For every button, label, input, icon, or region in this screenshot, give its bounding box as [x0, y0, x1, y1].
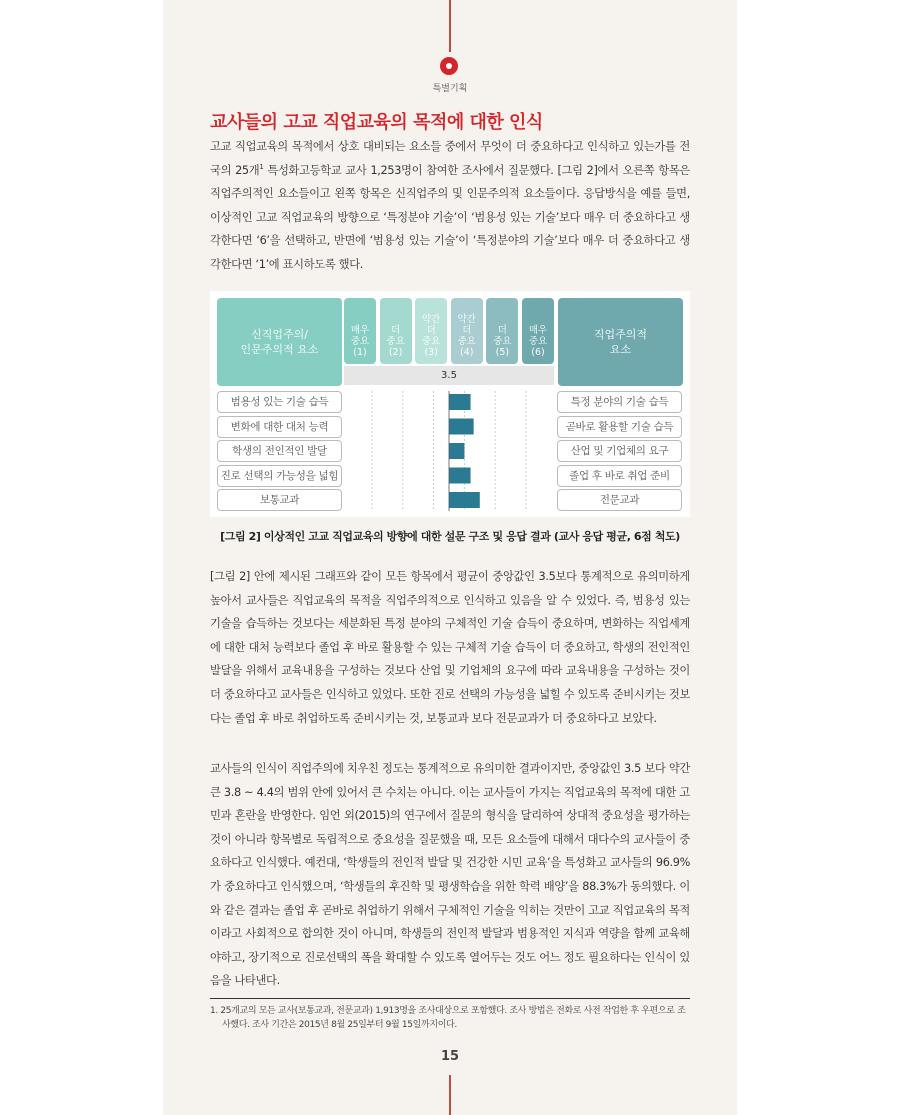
section-label: 특별기획 — [432, 84, 468, 94]
bottom-rule — [449, 1075, 451, 1115]
scale-option-1: 매우 중요 (1) — [344, 298, 376, 364]
paragraph-1 — [210, 135, 690, 277]
bar-2 — [449, 419, 474, 435]
top-rule — [449, 0, 451, 52]
section-marker-icon — [440, 57, 458, 75]
footnote: 1. 25개교의 모든 교사(보통교과, 전문교과) 1,913명을 조사대상으로 포함했다. 조사 방법은 전화로 사전 작업한 후 우편으로 조사했다. 조사 기간은 2015년 8월 25일부터 9월 15일까지이다. — [210, 1006, 686, 1030]
scale-option-5: 더 중요 (5) — [486, 298, 518, 364]
page-number: 15 — [440, 1049, 460, 1064]
scale-option-6: 매우 중요 (6) — [522, 298, 554, 364]
footnote-ref[interactable]: 1 — [259, 162, 264, 171]
midpoint-label: 3.5 — [344, 366, 554, 385]
right-item-1: 특정 분야의 기술 습득 — [557, 391, 682, 413]
scale-option-2: 더 중요 (2) — [380, 298, 412, 364]
paragraph-1-b: 특성화고등학교 교사 1,253명이 참여한 조사에서 질문했다. [그림 2]에서 오른쪽 항목은 직업주의적인 요소들이고 왼쪽 항목은 신직업주의 및 인문주의적 요소들이다. 응답방식을 예를 들면, 이상적인 고교 직업교육의 방향으로 ‘특정분야 기술’이 ‘범용성 있는 기술’보다 매우 더 중요하다고 생각한다면 ‘6’을 선택하고, 반면에 ‘범용성 있는 기술’이 ‘특정분야의 기술’보다 매우 더 중요하다고 생각한다면 ‘1’에 표시하도록 했다. — [210, 163, 690, 271]
left-item-1: 범용성 있는 기술 습득 — [217, 391, 342, 413]
left-item-5: 보통교과 — [217, 489, 342, 511]
right-item-5: 전문교과 — [557, 489, 682, 511]
right-item-2: 곧바로 활용할 기술 습득 — [557, 416, 682, 438]
right-item-4: 졸업 후 바로 취업 준비 — [557, 465, 682, 487]
paragraph-1-a: 고교 직업교육의 목적에서 상호 대비되는 요소들 중에서 무엇이 더 중요하다고 인식하고 있는가를 전국의 25개 — [210, 140, 690, 177]
bar-5 — [449, 492, 480, 508]
bar-4 — [449, 468, 471, 484]
right-item-3: 산업 및 기업체의 요구 — [557, 440, 682, 462]
left-item-3: 학생의 전인적인 발달 — [217, 440, 342, 462]
scale-option-3: 약간 더 중요 (3) — [415, 298, 447, 364]
right-header: 직업주의적 요소 — [558, 298, 683, 386]
bar-3 — [449, 443, 464, 459]
figure-2 — [210, 291, 690, 517]
figure-caption: [그림 2] 이상적인 고교 직업교육의 방향에 대한 설문 구조 및 응답 결과 (교사 응답 평균, 6점 척도) — [220, 530, 680, 543]
bar-1 — [449, 394, 471, 410]
scale-option-4: 약간 더 중요 (4) — [451, 298, 483, 364]
article-title: 교사들의 고교 직업교육의 목적에 대한 인식 — [210, 112, 543, 133]
paragraph-2: [그림 2] 안에 제시된 그래프와 같이 모든 항목에서 평균이 중앙값인 3.5보다 통계적으로 유의미하게 높아서 교사들은 직업교육의 목적을 직업주의적으로 인식하고 있음을 알 수 있었다. 즉, 범용성 있는 기술을 습득하는 것보다는 세분화된 특정 분야의 구체적인 기술 습득이 중요하며, 변화하는 직업세계에 대한 대처 능력보다 졸업 후 바로 활용할 수 있는 구체적 기술 습득이 더 중요하고, 학생의 전인적인 발달을 위해서 교육내용을 구성하는 것보다 산업 및 기업체의 요구에 따라 교육내용을 구성하는 것이 더 중요하다고 교사들은 인식하고 있었다. 또한 진로 선택의 가능성을 넓힐 수 있도록 준비시키는 것보다는 졸업 후 바로 취업하도록 준비시키는 것, 보통교과 보다 전문교과가 더 중요하다고 보았다. — [210, 570, 690, 725]
left-item-4: 진로 선택의 가능성을 넓힘 — [217, 465, 342, 487]
footnote-divider — [210, 998, 690, 999]
response-chart — [344, 391, 554, 513]
left-header: 신직업주의/ 인문주의적 요소 — [217, 298, 342, 386]
left-item-2: 변화에 대한 대처 능력 — [217, 416, 342, 438]
paragraph-3: 교사들의 인식이 직업주의에 치우친 정도는 통계적으로 유의미한 결과이지만, 중앙값인 3.5 보다 약간 큰 3.8 ~ 4.4의 범위 안에 있어서 큰 수치는 아니다. 이는 교사들이 가지는 직업교육의 목적에 대한 고민과 혼란을 반영한다. 임언 외(2015)의 연구에서 질문의 형식을 달리하여 상대적 중요성을 평가하는 것이 아니라 항목별로 독립적으로 중요성을 질문했을 때, 모든 요소들에 대해서 대다수의 교사들이 중요하다고 인식했다. 예컨대, ‘학생들의 전인적 발달 및 건강한 시민 교육’을 특성화고 교사들의 96.9%가 중요하다고 인식했으며, ‘학생들의 후진학 및 평생학습을 위한 학력 배양’을 88.3%가 동의했다. 이와 같은 결과는 졸업 후 곧바로 취업하기 위해서 구체적인 기술을 익히는 것만이 고교 직업교육의 목적이라고 사회적으로 합의한 것이 아니며, 학생들의 전인적 발달과 범용적인 지식과 역량을 함께 교육해야하고, 장기적으로 진로선택의 폭을 확대할 수 있도록 열어두는 것도 어느 정도 필요하다는 인식이 있음을 나타낸다. — [210, 762, 690, 988]
